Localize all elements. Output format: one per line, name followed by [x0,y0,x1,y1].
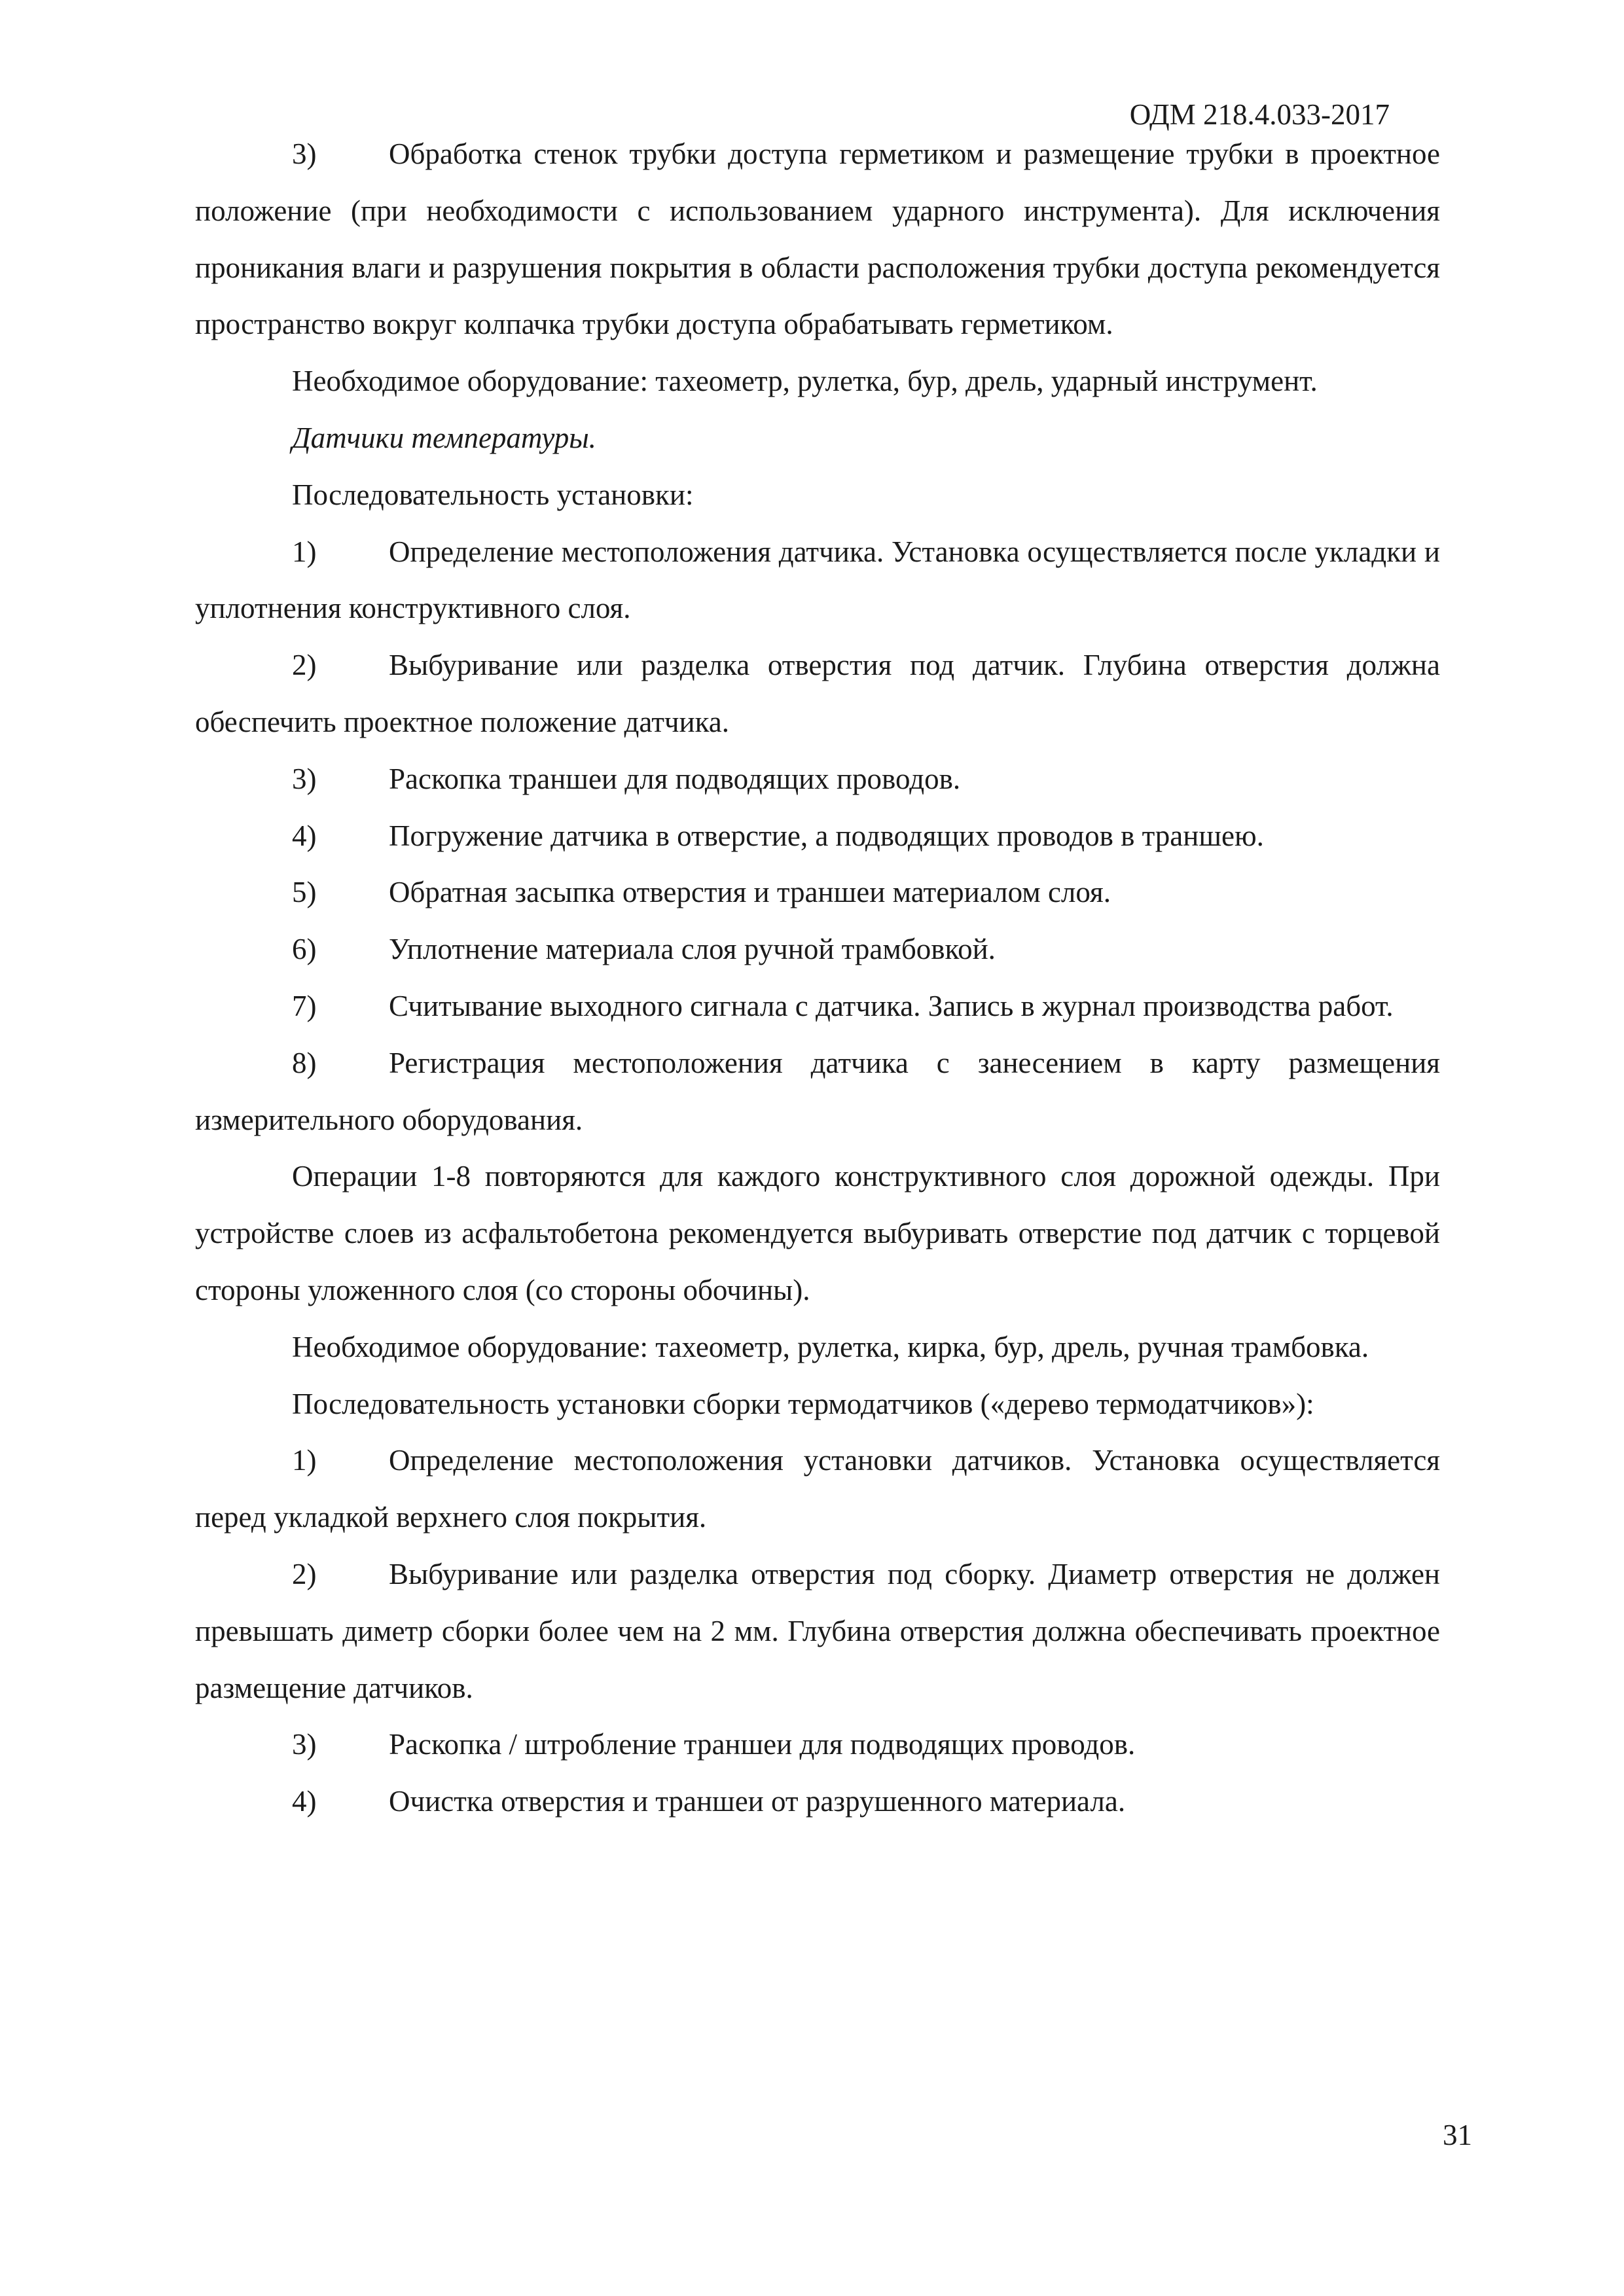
list-item-signal-reading [195,978,1440,1035]
list-item-number: 4) [292,1785,317,1818]
list-item-drilling-hole [195,637,1440,751]
list-item-text: Определение местоположения установки датчиков. Установка осуществляется перед укладкой верхнего слоя покрытия. [195,1444,1440,1534]
list-item-number: 3) [292,1728,317,1761]
list-item-number: 7) [292,989,317,1022]
list-item-text: Считывание выходного сигнала с датчика. Запись в журнал производства работ. [389,989,1394,1022]
list-item-location-registration [195,1035,1440,1149]
list-item-text: Регистрация местоположения датчика с занесением в карту размещения измерительного оборудования. [195,1046,1440,1136]
list-item-number: 3) [292,137,317,170]
list-item-compaction [195,921,1440,978]
list-item-text: Обработка стенок трубки доступа герметиком и размещение трубки в проектное положение (при необходимости с использованием ударного инструмента). Для исключения проникания влаги и разрушения покрытия в области расположения трубки доступа рекомендуется пространство вокруг колпачка трубки доступа обрабатывать герметиком. [195,137,1440,341]
list-item-text: Выбуривание или разделка отверстия под сборку. Диаметр отверстия не должен превышать диметр сборки более чем на 2 мм. Глубина отверстия должна обеспечивать проектное размещение датчиков. [195,1557,1440,1704]
list-item-number: 6) [292,933,317,966]
list-item-number: 8) [292,1046,317,1079]
list-item-sensor-immersion [195,808,1440,865]
operations-repeat-paragraph: Операции 1-8 повторяются для каждого конструктивного слоя дорожной одежды. При устройстве слоев из асфальтобетона рекомендуется выбуривать отверстие под датчик с торцевой стороны уложенного слоя (со стороны обочины). [195,1160,1440,1306]
list-item-trench-digging [195,751,1440,808]
page-body [195,126,1440,1830]
list-item-text: Уплотнение материала слоя ручной трамбовкой. [389,933,996,966]
list-item-number: 5) [292,876,317,909]
list-item-assembly-drilling [195,1546,1440,1716]
list-item-hole-cleaning [195,1773,1440,1830]
list-item-text: Раскопка траншеи для подводящих проводов. [389,762,961,795]
assembly-sequence-label: Последовательность установки сборки термодатчиков («дерево термодатчиков»): [292,1387,1314,1420]
list-item-number: 1) [292,535,317,568]
list-item-text: Очистка отверстия и траншеи от разрушенного материала. [389,1785,1126,1818]
list-item-text: Обратная засыпка отверстия и траншеи материалом слоя. [389,876,1111,909]
equipment-paragraph-access-tube: Необходимое оборудование: тахеометр, рулетка, бур, дрель, ударный инструмент. [292,365,1318,398]
section-heading-temperature-sensors: Датчики температуры. [292,421,596,454]
list-item-text: Раскопка / штробление траншеи для подводящих проводов. [389,1728,1136,1761]
equipment-paragraph-temperature-sensors: Необходимое оборудование: тахеометр, рулетка, кирка, бур, дрель, ручная трамбовка. [292,1330,1369,1363]
list-item-number: 4) [292,819,317,852]
list-item-text: Определение местоположения датчика. Установка осуществляется после укладки и уплотнения конструктивного слоя. [195,535,1440,625]
list-item-number: 3) [292,762,317,795]
list-item-number: 2) [292,649,317,682]
document-code: ОДМ 218.4.033-2017 [1129,98,1390,131]
list-item-sealant-treatment [195,126,1440,353]
list-item-number: 2) [292,1557,317,1590]
list-item-assembly-location [195,1432,1440,1546]
installation-sequence-label: Последовательность установки: [292,478,694,511]
list-item-text: Погружение датчика в отверстие, а подводящих проводов в траншею. [389,819,1264,852]
page-number: 31 [1443,2119,1472,2151]
list-item-trench-chasing [195,1716,1440,1773]
list-item-number: 1) [292,1444,317,1477]
list-item-sensor-location [195,524,1440,637]
list-item-backfill [195,864,1440,921]
list-item-text: Выбуривание или разделка отверстия под датчик. Глубина отверстия должна обеспечить проектное положение датчика. [195,649,1440,738]
